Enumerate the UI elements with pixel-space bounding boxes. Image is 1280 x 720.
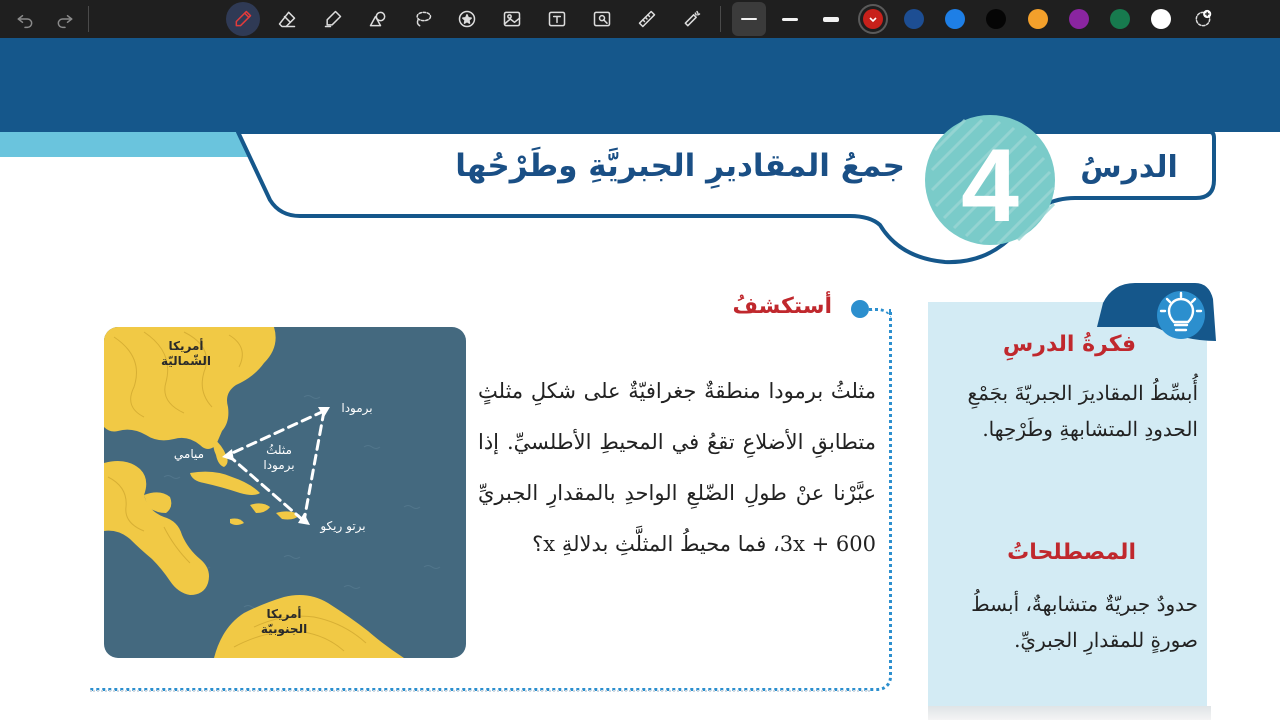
- undo-icon[interactable]: [8, 2, 42, 36]
- annotation-toolbar: [0, 0, 1280, 38]
- lesson-idea-text: أُبسِّطُ المقاديرَ الجبريّةَ بجَمْعِ الحدودِ المتشابهةِ وطَرْحِها.: [967, 381, 1198, 441]
- explore-bullet-icon: [851, 300, 869, 318]
- redo-icon[interactable]: [48, 2, 82, 36]
- map-label-south-america: أمريكا الجنوبيّة: [260, 607, 308, 636]
- lesson-title-banner: [0, 100, 1280, 280]
- eraser-icon[interactable]: [270, 2, 304, 36]
- add-color-icon[interactable]: [1186, 2, 1220, 36]
- explore-title: أستكشفُ: [732, 294, 832, 319]
- text-icon[interactable]: [540, 2, 574, 36]
- lesson-label: الدرسُ: [1080, 150, 1178, 185]
- terms-text: حدودٌ جبريّةٌ متشابهةٌ، أبسطُ صورةٍ للمقدارِ الجبريِّ.: [971, 592, 1198, 652]
- color-swatch-white[interactable]: [1151, 9, 1171, 29]
- lesson-idea-title: فكرةُ الدرسِ: [1002, 332, 1136, 357]
- image-search-icon[interactable]: [585, 2, 619, 36]
- sticker-icon[interactable]: [450, 2, 484, 36]
- toolbar-divider: [720, 6, 721, 32]
- sidebar-footer-shadow: [928, 706, 1211, 720]
- ruler-icon[interactable]: [630, 2, 664, 36]
- bermuda-map: [104, 327, 466, 658]
- pen-icon[interactable]: [226, 2, 260, 36]
- terms-title: المصطلحاتُ: [1007, 540, 1136, 565]
- map-label-miami: ميامي: [173, 447, 205, 461]
- map-label-puerto-rico: برتو ريكو: [320, 519, 366, 533]
- image-icon[interactable]: [495, 2, 529, 36]
- section-divider: [90, 690, 870, 692]
- map-label-north-america: أمريكا الشّماليّة: [160, 339, 212, 368]
- color-swatch-purple[interactable]: [1069, 9, 1089, 29]
- stroke-thick-button[interactable]: [814, 2, 848, 36]
- color-swatch-green[interactable]: [1110, 9, 1130, 29]
- lesson-title: جمعُ المقاديرِ الجبريَّةِ وطَرْحُها: [455, 148, 905, 184]
- toolbar-divider: [88, 6, 89, 32]
- highlighter-icon[interactable]: [316, 2, 350, 36]
- color-swatch-navy[interactable]: [904, 9, 924, 29]
- lesson-number: 4: [961, 127, 1019, 244]
- explore-problem-text: مثلثُ برمودا منطقةٌ جغرافيّةٌ على شكلِ مثلثٍ متطابقِ الأضلاعِ تقعُ في المحيطِ الأطلسيِّ. إذا عبَّرْنا عنْ طولِ الضّلعِ الواحدِ بالمقدارِ الجبريِّ 600 + 3x، فما محيطُ المثلَّثِ بدلالةِ x؟: [478, 379, 876, 556]
- color-swatch-orange[interactable]: [1028, 9, 1048, 29]
- stroke-medium-button[interactable]: [773, 2, 807, 36]
- laser-pointer-icon[interactable]: [675, 2, 709, 36]
- shapes-icon[interactable]: [361, 2, 395, 36]
- color-swatch-red[interactable]: [863, 9, 883, 29]
- color-swatch-black[interactable]: [986, 9, 1006, 29]
- color-swatch-blue[interactable]: [945, 9, 965, 29]
- stroke-thin-button[interactable]: [732, 2, 766, 36]
- lasso-icon[interactable]: [406, 2, 440, 36]
- map-label-triangle: مثلثُ برمودا: [263, 443, 295, 472]
- map-label-bermuda: برمودا: [341, 401, 373, 415]
